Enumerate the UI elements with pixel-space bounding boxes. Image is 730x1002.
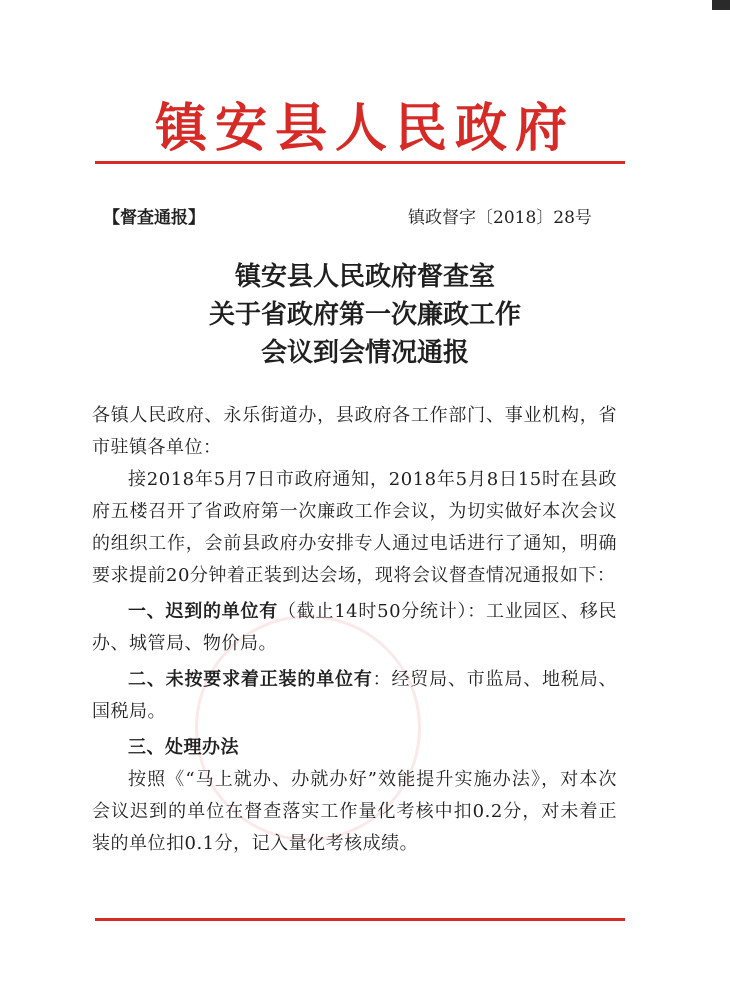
document-body [92,400,617,860]
title-line-3: 会议到会情况通报 [260,338,469,368]
document-title [0,258,730,372]
item-2-text: ：经贸局、市监局、地税局、国税局。 [92,669,618,722]
title-line-2: 关于省政府第一次廉政工作 [208,300,521,330]
header-red-divider [95,161,625,164]
item-1-paragraph [92,596,617,660]
item-1-text: （截止14时50分统计）：工业园区、移民办、城管局、物价局。 [92,601,617,654]
item-2-heading: 二、未按要求着正装的单位有 [128,669,373,690]
scan-corner-mark [712,0,730,10]
item-1-heading: 一、迟到的单位有 [128,601,278,622]
document-type-label: 【督查通报】 [103,208,205,228]
item-3-heading: 三、处理办法 [128,737,239,758]
addressee-paragraph: 各镇人民政府、永乐街道办，县政府各工作部门、事业机构，省市驻镇各单位： [92,405,617,458]
intro-paragraph: 接2018年5月7日市政府通知，2018年5月8日15时在县政府五楼召开了省政府第一次廉政工作会议，为切实做好本次会议的组织工作，会前县政府办安排专人通过电话进行了通知，明确要求提前20分钟着正装到达会场，现将会议督查情况通报如下： [92,469,617,586]
footer-red-divider [95,918,625,921]
issuing-authority-title: 镇安县人民政府 [154,98,575,159]
item-3-text: 按照《“马上就办、办就办好”效能提升实施办法》，对本次会议迟到的单位在督查落实工作量化考核中扣0.2分，对未着正装的单位扣0.1分，记入量化考核成绩。 [92,769,617,854]
item-2-paragraph [92,664,617,728]
title-line-1: 镇安县人民政府督查室 [234,262,495,292]
document-number: 镇政督字〔2018〕28号 [408,208,592,228]
